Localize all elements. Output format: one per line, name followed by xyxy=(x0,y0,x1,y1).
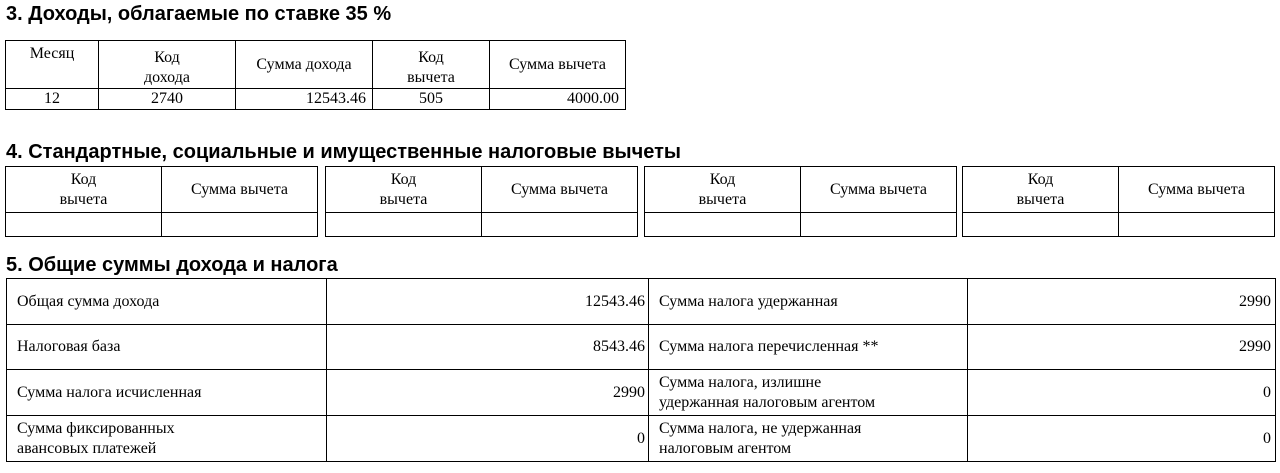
header-month: Месяц xyxy=(6,41,99,89)
tax-not-withheld-value: 0 xyxy=(968,416,1276,462)
header-deduction-code: Код вычета xyxy=(645,167,801,213)
cell-month: 12 xyxy=(6,89,99,110)
tax-overwithheld-label: Сумма налога, излишне удержанная налоговым агентом xyxy=(649,370,968,416)
totals-table xyxy=(6,278,1276,462)
cell-deduction-amount xyxy=(162,213,318,237)
section-4-title: 4. Стандартные, социальные и имущественные налоговые вычеты xyxy=(6,141,681,163)
total-income-value: 12543.46 xyxy=(327,279,649,325)
table-row xyxy=(963,213,1275,237)
tax-transferred-label: Сумма налога перечисленная ** xyxy=(649,325,968,370)
tax-overwithheld-value: 0 xyxy=(968,370,1276,416)
tax-calculated-value: 2990 xyxy=(327,370,649,416)
cell-deduction-code xyxy=(963,213,1119,237)
tax-withheld-label: Сумма налога удержанная xyxy=(649,279,968,325)
fixed-advance-payments-label: Сумма фиксированных авансовых платежей xyxy=(7,416,327,462)
table-row xyxy=(7,416,1276,462)
header-deduction-code: Код вычета xyxy=(6,167,162,213)
header-income-code: Код дохода xyxy=(99,41,236,89)
cell-deduction-amount: 4000.00 xyxy=(490,89,626,110)
header-deduction-amount: Сумма вычета xyxy=(482,167,638,213)
tax-transferred-value: 2990 xyxy=(968,325,1276,370)
table-row xyxy=(7,370,1276,416)
cell-deduction-code xyxy=(326,213,482,237)
cell-income-code: 2740 xyxy=(99,89,236,110)
header-deduction-amount: Сумма вычета xyxy=(1119,167,1275,213)
section-3-title: 3. Доходы, облагаемые по ставке 35 % xyxy=(6,3,392,25)
tax-base-value: 8543.46 xyxy=(327,325,649,370)
cell-deduction-amount xyxy=(1119,213,1275,237)
total-income-label: Общая сумма дохода xyxy=(7,279,327,325)
cell-deduction-code: 505 xyxy=(373,89,490,110)
header-deduction-code: Код вычета xyxy=(373,41,490,89)
table-row xyxy=(326,213,638,237)
table-row xyxy=(7,279,1276,325)
header-deduction-code: Код вычета xyxy=(326,167,482,213)
fixed-advance-payments-value: 0 xyxy=(327,416,649,462)
tax-base-label: Налоговая база xyxy=(7,325,327,370)
table-row xyxy=(6,213,318,237)
header-deduction-amount: Сумма вычета xyxy=(490,41,626,89)
section-5-title: 5. Общие суммы дохода и налога xyxy=(6,254,338,276)
cell-income-amount: 12543.46 xyxy=(236,89,373,110)
table-row xyxy=(7,325,1276,370)
cell-deduction-amount xyxy=(482,213,638,237)
header-deduction-amount: Сумма вычета xyxy=(162,167,318,213)
deductions-table-3 xyxy=(644,166,957,237)
table-row xyxy=(645,213,957,237)
cell-deduction-amount xyxy=(801,213,957,237)
tax-calculated-label: Сумма налога исчисленная xyxy=(7,370,327,416)
deductions-table-2 xyxy=(325,166,638,237)
income-35-table xyxy=(5,40,626,110)
header-deduction-amount: Сумма вычета xyxy=(801,167,957,213)
header-income-amount: Сумма дохода xyxy=(236,41,373,89)
table-row xyxy=(6,89,626,110)
deductions-table-1 xyxy=(5,166,318,237)
tax-not-withheld-label: Сумма налога, не удержанная налоговым агентом xyxy=(649,416,968,462)
deductions-table-4 xyxy=(962,166,1275,237)
cell-deduction-code xyxy=(6,213,162,237)
tax-withheld-value: 2990 xyxy=(968,279,1276,325)
header-deduction-code: Код вычета xyxy=(963,167,1119,213)
cell-deduction-code xyxy=(645,213,801,237)
